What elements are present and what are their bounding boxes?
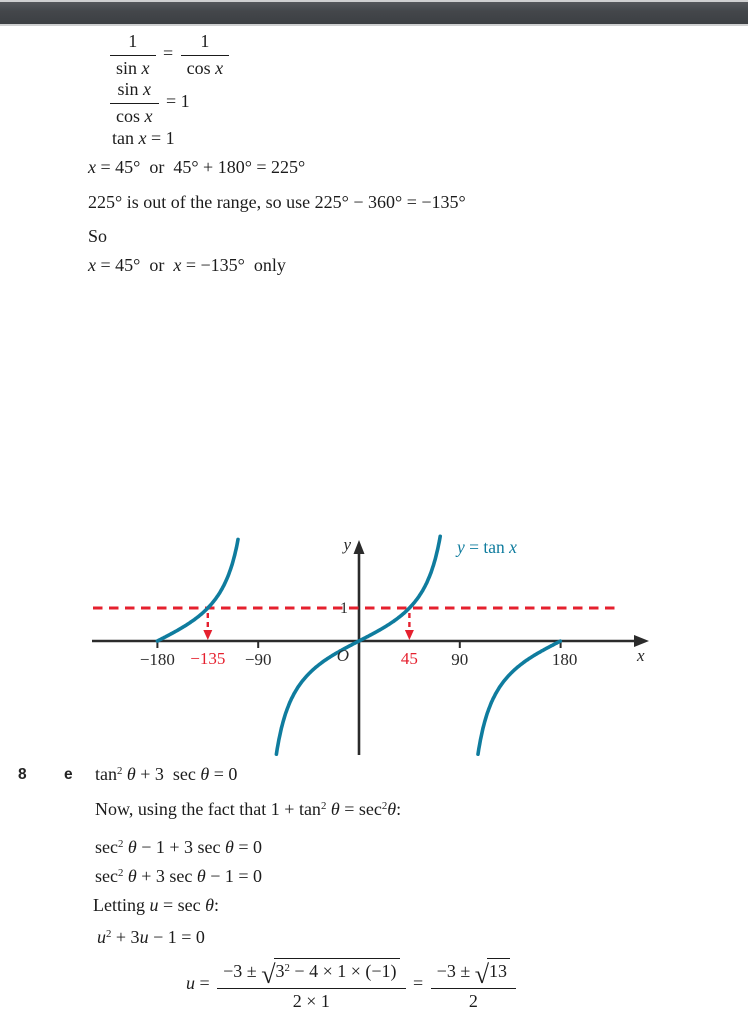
x-axis-label: x <box>637 646 645 665</box>
math-seg: θ <box>200 764 210 784</box>
line-identity-note <box>95 799 401 821</box>
math-seg: = <box>158 43 178 64</box>
part-label-8e: e <box>64 766 73 783</box>
math-seg: = 45° or <box>96 255 174 275</box>
math-seg: u <box>149 895 159 915</box>
math-seg: 13 <box>489 961 508 981</box>
question-number-8: 8 <box>18 766 27 783</box>
math-seg: = <box>195 973 215 994</box>
math-seg: = sec <box>339 799 382 819</box>
math-seg: 2 <box>117 838 124 851</box>
tan-curve-right <box>478 641 560 754</box>
math-seg: θ <box>127 837 137 857</box>
curve-label: y = tan x <box>457 537 517 557</box>
math-seg: x <box>88 255 96 275</box>
math-seg: 1 <box>200 31 210 51</box>
math-seg: sec <box>95 837 118 857</box>
math-seg: = sec <box>158 895 206 915</box>
page-divider <box>0 0 748 26</box>
math-seg: 2 × 1 <box>292 990 330 1011</box>
math-seg: = 1 <box>146 128 175 148</box>
origin-label: O <box>336 646 349 665</box>
math-seg: = 45° or 45° + 180° = 225° <box>96 157 306 177</box>
math-seg: θ <box>225 837 234 857</box>
math-seg: x <box>141 57 150 78</box>
math-seg: sin <box>116 57 142 78</box>
math-seg: x <box>215 57 224 78</box>
square-root: √13 <box>475 958 510 986</box>
y-axis-label: y <box>343 535 351 554</box>
math-seg: + 3 sec <box>135 764 201 784</box>
tick-label--180: −180 <box>139 650 175 669</box>
fraction <box>110 31 156 79</box>
math-seg: : <box>213 895 219 915</box>
math-seg: θ <box>196 866 206 886</box>
math-seg: Now, using the fact that 1 + tan <box>95 799 321 819</box>
line-quadratic-u <box>97 927 205 949</box>
math-seg: 3 <box>275 961 285 981</box>
line-sin-over-cos <box>107 79 190 127</box>
tick-label--90: −90 <box>244 650 272 669</box>
math-seg: cos <box>186 57 216 78</box>
math-seg: So <box>88 226 108 246</box>
math-seg: + 3 <box>111 927 140 947</box>
math-seg: x <box>144 105 153 126</box>
math-seg: + 3 sec <box>136 866 197 886</box>
math-seg: 2 <box>468 990 478 1011</box>
math-seg: x <box>173 255 182 275</box>
math-seg: tan <box>112 128 139 148</box>
tick-label-45: 45 <box>400 649 418 668</box>
tan-graph <box>85 528 663 768</box>
line-x-45-225 <box>88 157 305 179</box>
line-sec2-rearranged <box>95 866 262 888</box>
math-seg: tan <box>95 764 117 784</box>
math-seg: 2 <box>284 962 290 975</box>
math-seg: u <box>139 927 149 947</box>
math-seg: = 1 <box>161 91 190 112</box>
math-seg: − 1 + 3 sec <box>136 837 226 857</box>
math-seg: = <box>408 973 428 994</box>
math-seg: −3 ± <box>436 961 475 981</box>
math-seg: −3 ± <box>223 961 262 981</box>
line-letting-u <box>93 895 219 917</box>
math-seg: x <box>138 128 147 148</box>
math-seg: = −135° only <box>181 255 286 275</box>
math-seg: = 0 <box>233 837 263 857</box>
math-seg: x <box>88 157 96 177</box>
math-seg: 225° is out of the range, so use 225° − 360° = −135° <box>88 192 466 212</box>
math-seg: cos <box>116 105 145 126</box>
line-so <box>88 226 107 248</box>
line-tanx-1 <box>112 128 175 150</box>
square-root: $√3^2 - 4 \times 1 \times (-1)$ <box>261 958 399 986</box>
math-seg: θ <box>387 799 397 819</box>
one-label: 1 <box>340 600 348 617</box>
tan-curve-left <box>157 539 238 641</box>
math-seg: 1 <box>128 31 138 51</box>
guide-arrow-head-45 <box>405 630 414 640</box>
math-seg: − 4 × 1 × (−1) <box>289 961 397 981</box>
fraction <box>431 958 516 1012</box>
line-tan2-sec <box>95 764 237 786</box>
math-seg: u <box>97 927 106 947</box>
math-seg: θ <box>330 799 340 819</box>
math-seg: Letting <box>93 895 150 915</box>
line-final-answers <box>88 255 286 277</box>
tick-label--135: −135 <box>190 649 226 668</box>
math-seg: 2 <box>117 867 124 880</box>
guide-arrow-head--135 <box>203 630 212 640</box>
math-seg: 2 <box>320 800 327 813</box>
line-recip-fracs <box>107 31 232 79</box>
math-seg: θ <box>205 895 214 915</box>
math-seg: sec <box>95 866 118 886</box>
y-axis-arrow <box>354 540 365 554</box>
math-seg: = 0 <box>209 764 238 784</box>
math-seg: sin <box>117 79 143 99</box>
line-range-note <box>88 192 466 214</box>
math-seg: 2 <box>117 765 123 778</box>
line-quadratic-formula <box>186 958 519 1012</box>
tick-label-180: 180 <box>551 650 578 669</box>
math-seg: − 1 = 0 <box>148 927 205 947</box>
tick-label-90: 90 <box>451 650 469 669</box>
math-seg: − 1 = 0 <box>205 866 263 886</box>
math-seg: θ <box>126 764 136 784</box>
fraction <box>110 79 159 127</box>
math-seg: x <box>143 79 151 99</box>
math-seg: 2 <box>106 928 112 941</box>
line-sec2-minus1 <box>95 837 262 859</box>
math-seg: 2 <box>381 800 388 813</box>
math-seg: : <box>396 799 402 819</box>
math-seg: u <box>186 973 195 994</box>
fraction <box>217 958 405 1012</box>
fraction <box>181 31 230 79</box>
math-seg: θ <box>127 866 137 886</box>
